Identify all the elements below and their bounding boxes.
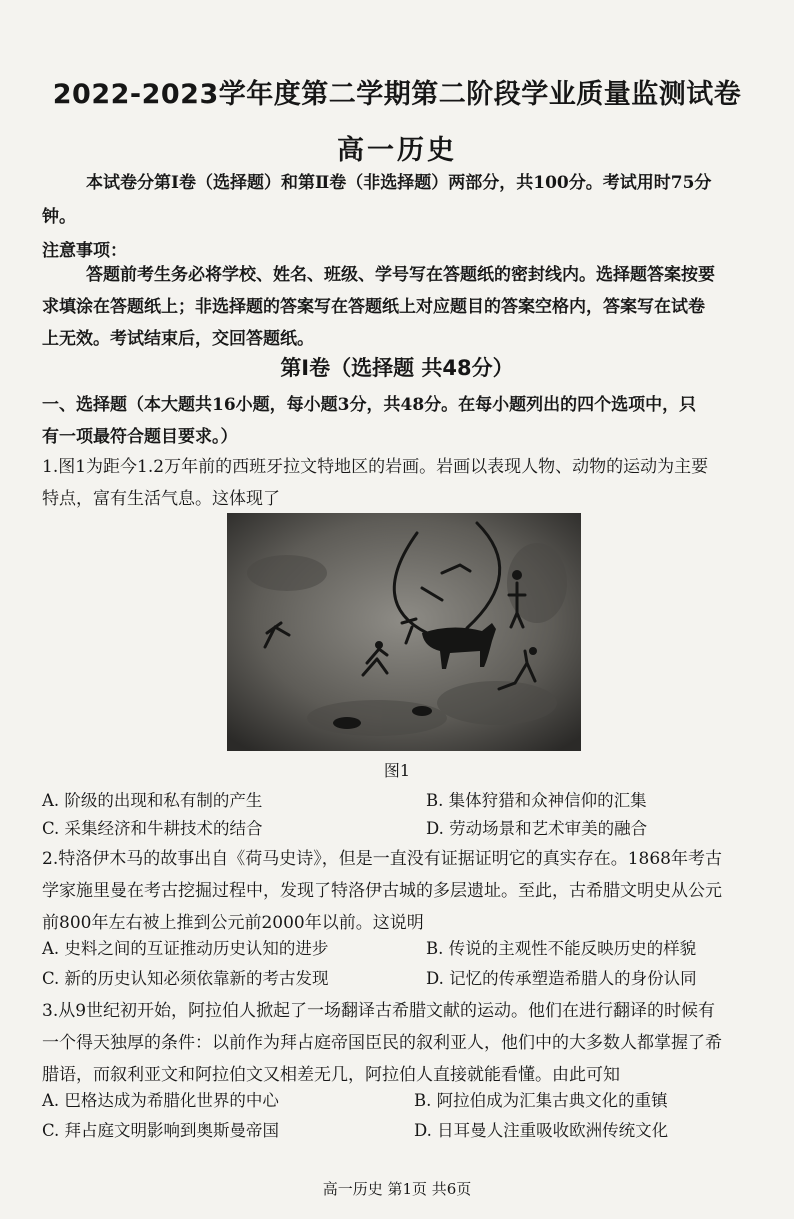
q3-stem-line-3: 腊语，而叙利亚文和阿拉伯文又相差无几，阿拉伯人直接就能看懂。由此可知: [42, 1065, 620, 1085]
intro-line-2: 钟。: [42, 207, 76, 227]
q2-stem-line-2: 学家施里曼在考古挖掘过程中，发现了特洛伊古城的多层遗址。至此，古希腊文明史从公元: [42, 881, 722, 901]
q2-option-a[interactable]: A. 史料之间的互证推动历史认知的进步: [42, 939, 329, 958]
q3-option-c[interactable]: C. 拜占庭文明影响到奥斯曼帝国: [42, 1121, 280, 1140]
notes-line-1: 答题前考生务必将学校、姓名、班级、学号写在答题纸的密封线内。选择题答案按要: [86, 265, 715, 285]
q3-option-b[interactable]: B. 阿拉伯成为汇集古典文化的重镇: [414, 1091, 668, 1110]
q1-option-a[interactable]: A. 阶级的出现和私有制的产生: [42, 791, 263, 810]
q1-option-c[interactable]: C. 采集经济和牛耕技术的结合: [42, 819, 263, 838]
q1-option-b[interactable]: B. 集体狩猎和众神信仰的汇集: [426, 791, 647, 810]
q3-stem-line-2: 一个得天独厚的条件：以前作为拜占庭帝国臣民的叙利亚人，他们中的大多数人都掌握了希: [42, 1033, 722, 1053]
q2-stem-line-3: 前800年左右被上推到公元前2000年以前。这说明: [42, 913, 424, 933]
notes-line-3: 上无效。考试结束后，交回答题纸。: [42, 329, 314, 349]
q2-stem-line-1: 2.特洛伊木马的故事出自《荷马史诗》，但是一直没有证据证明它的真实存在。1868年考古: [42, 849, 722, 869]
q3-stem-line-1: 3.从9世纪初开始，阿拉伯人掀起了一场翻译古希腊文献的运动。他们在进行翻译的时候有: [42, 1001, 716, 1021]
q3-option-d[interactable]: D. 日耳曼人注重吸收欧洲传统文化: [414, 1121, 669, 1140]
figure-caption: 图1: [383, 761, 411, 780]
exam-subject: 高一历史: [337, 135, 457, 166]
section-instruction-1: 一、选择题（本大题共16小题，每小题3分，共48分。在每小题列出的四个选项中，只: [42, 395, 697, 415]
notes-line-2: 求填涂在答题纸上；非选择题的答案写在答题纸上对应题目的答案空格内，答案写在试卷: [42, 297, 705, 317]
q1-stem-line-2: 特点，富有生活气息。这体现了: [42, 489, 280, 509]
q2-option-d[interactable]: D. 记忆的传承塑造希腊人的身份认同: [426, 969, 697, 988]
section-instruction-2: 有一项最符合题目要求。）: [42, 427, 238, 447]
section-heading: 第Ⅰ卷（选择题 共48分）: [280, 356, 514, 380]
q1-stem-line-1: 1.图1为距今1.2万年前的西班牙拉文特地区的岩画。岩画以表现人物、动物的运动为主要: [42, 457, 709, 477]
rock-painting-figure: [227, 513, 581, 751]
q3-option-a[interactable]: A. 巴格达成为希腊化世界的中心: [42, 1091, 279, 1110]
intro-line-1: 本试卷分第Ⅰ卷（选择题）和第Ⅱ卷（非选择题）两部分，共100分。考试用时75分: [86, 173, 712, 193]
q2-option-c[interactable]: C. 新的历史认知必须依靠新的考古发现: [42, 969, 329, 988]
notes-label: 注意事项：: [42, 241, 127, 261]
q1-option-d[interactable]: D. 劳动场景和艺术审美的融合: [426, 819, 648, 838]
q2-option-b[interactable]: B. 传说的主观性不能反映历史的样貌: [426, 939, 697, 958]
rock-painting-image: [227, 513, 581, 751]
exam-title: 2022-2023学年度第二学期第二阶段学业质量监测试卷: [52, 79, 742, 110]
page-footer: 高一历史 第1页 共6页: [322, 1180, 472, 1198]
